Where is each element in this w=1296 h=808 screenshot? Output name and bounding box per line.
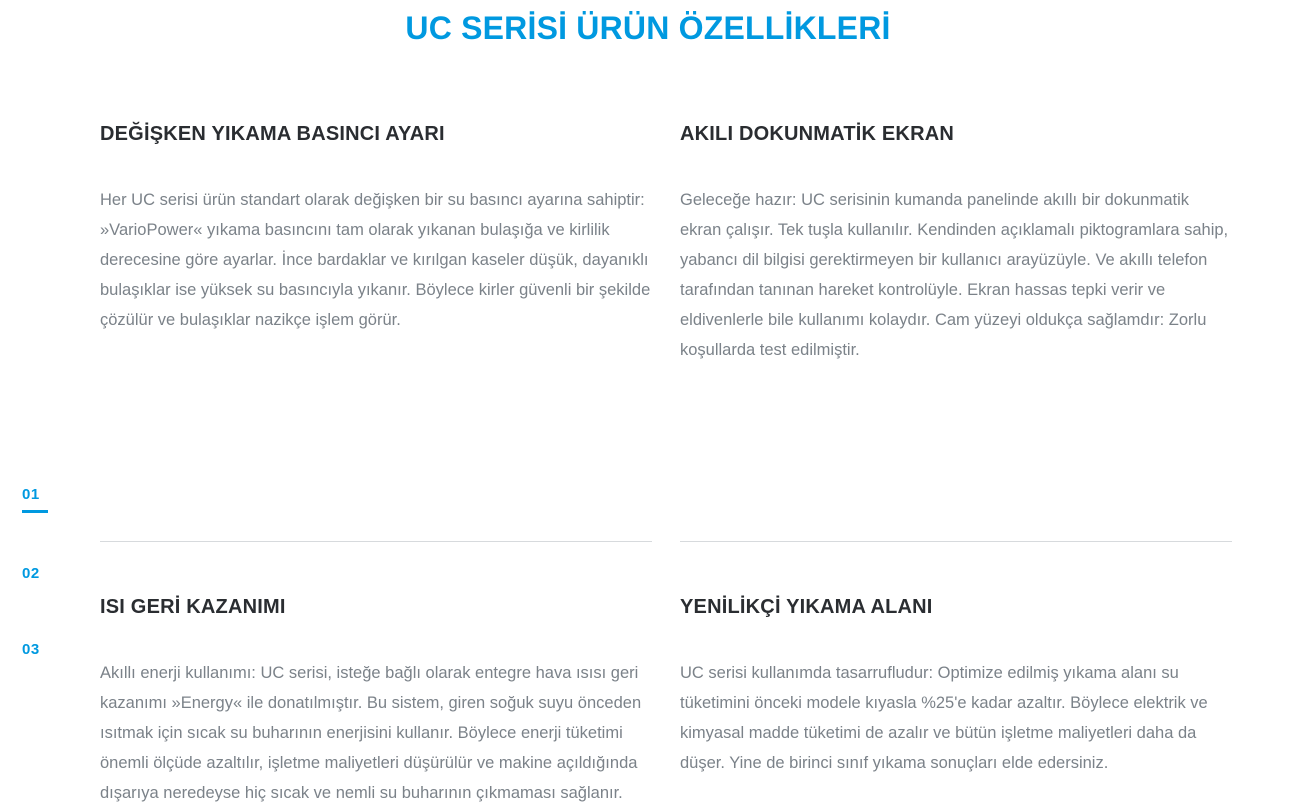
- feature-title: ISI GERİ KAZANIMI: [100, 596, 286, 618]
- divider-right: [680, 541, 1232, 542]
- feature-card-4: [680, 594, 1232, 808]
- page-title: UC SERİSİ ÜRÜN ÖZELLİKLERİ: [405, 10, 891, 46]
- feature-card-2: [680, 121, 1232, 451]
- feature-card-3: [100, 594, 652, 808]
- features-grid: [100, 121, 1232, 808]
- feature-body: UC serisi kullanımda tasarrufludur: Optimize edilmiş yıkama alanı su tüketimini önceki modele kıyasla %25'e kadar azaltır. Böylece elektrik ve kimyasal madde tüketimi de azalır ve bütün işletme maliyetleri daha da düşer. Yine de birinci sınıf yıkama sonuçları elde edersiniz.: [680, 664, 1208, 772]
- feature-card-1: [100, 121, 652, 451]
- section-divider: [100, 541, 1232, 542]
- feature-title: AKILI DOKUNMATİK EKRAN: [680, 123, 955, 145]
- divider-left: [100, 541, 652, 542]
- feature-title: YENİLİKÇİ YIKAMA ALANI: [680, 596, 933, 618]
- feature-body: Geleceğe hazır: UC serisinin kumanda panelinde akıllı bir dokunmatik ekran çalışır. Tek tuşla kullanılır. Kendinden açıklamalı piktogramlara sahip, yabancı dil bilgisi gerektirmeyen bir kullanıcı arayüzüyle. Ve akıllı telefon tarafından tanınan hareket kontrolüyle. Ekran hassas tepki verir ve eldivenlerle bile kullanımı kolaydır. Cam yüzeyi oldukça sağlamdır: Zorlu koşullarda test edilmiştir.: [680, 191, 1229, 359]
- pagination-indicator[interactable]: [22, 486, 66, 665]
- pager-item-03[interactable]: 03: [22, 641, 40, 658]
- feature-title: DEĞİŞKEN YIKAMA BASINCI AYARI: [100, 123, 445, 145]
- pager-item-01[interactable]: 01: [22, 486, 48, 513]
- pager-item-02[interactable]: 02: [22, 565, 40, 582]
- feature-body: Akıllı enerji kullanımı: UC serisi, isteğe bağlı olarak entegre hava ısısı geri kazanımı »Energy« ile donatılmıştır. Bu sistem, giren soğuk suyu önceden ısıtmak için sıcak su buharının enerjisini kullanır. Böylece enerji tüketimi önemli ölçüde azaltılır, işletme maliyetleri düşürülür ve makine açıldığında dışarıya neredeyse hiç sıcak ve nemli su buharının çıkmaması sağlanır.: [100, 664, 642, 802]
- feature-body: Her UC serisi ürün standart olarak değişken bir su basıncı ayarına sahiptir: »VarioPower« yıkama basıncını tam olarak yıkanan bulaşığa ve kirlilik derecesine göre ayarlar. İnce bardaklar ve kırılgan kaseler düşük, dayanıklı bulaşıklar ise yüksek su basıncıyla yıkanır. Böylece kirler güvenli bir şekilde çözülür ve bulaşıklar nazikçe işlem görür.: [100, 191, 651, 329]
